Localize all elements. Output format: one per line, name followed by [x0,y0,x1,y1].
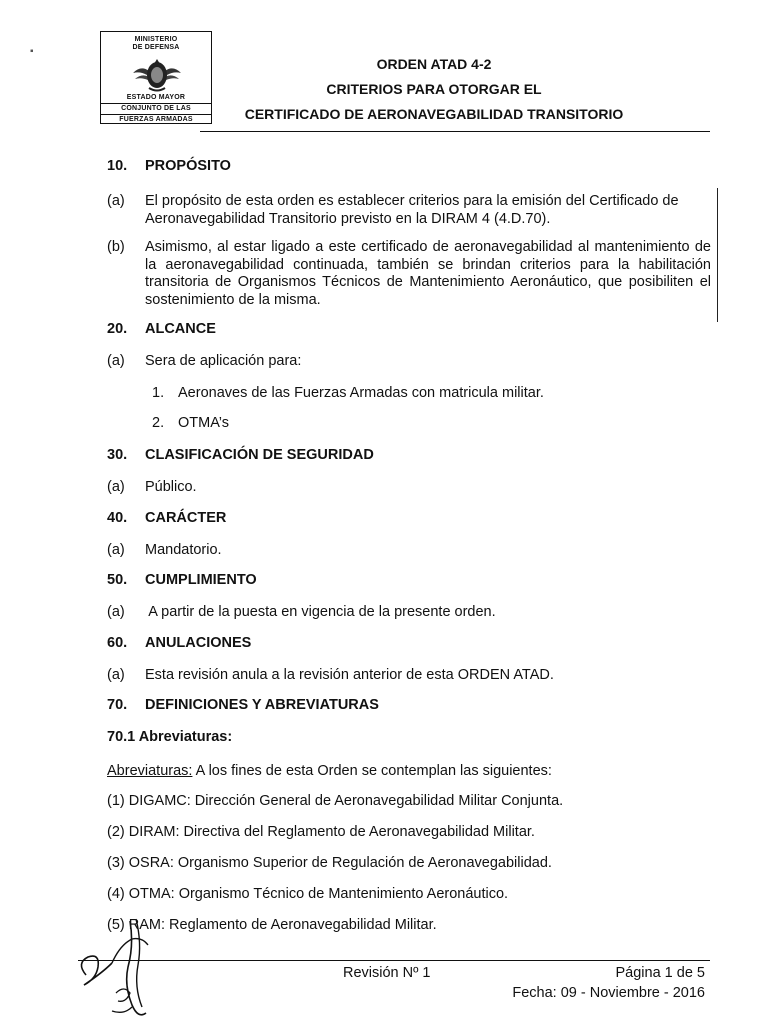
handwritten-signature [72,915,182,1020]
section-20-sub-1: 1. Aeronaves de las Fuerzas Armadas con matricula militar. [152,385,544,401]
document-title [200,52,668,127]
title-line-certificate: CERTIFICADO DE AERONAVEGABILIDAD TRANSITORIO [244,106,624,122]
logo-bottom-text [101,94,211,124]
title-line-criteria: CRITERIOS PARA OTORGAR EL [326,81,542,97]
logo-line-estado-mayor: ESTADO MAYOR [126,94,186,101]
ministry-logo-box [100,31,212,124]
section-50-heading: 50. CUMPLIMIENTO [107,572,257,588]
abbreviation-item: (1) DIGAMC: Dirección General de Aeronavegabilidad Militar Conjunta. [107,793,564,809]
footer-date: Fecha: 09 - Noviembre - 2016 [512,985,705,1001]
section-70-1-subheading: 70.1 Abreviaturas: [107,729,233,745]
abbreviation-item: (3) OSRA: Organismo Superior de Regulación de Aeronavegabilidad. [107,855,552,871]
section-20-sub-2: 2. OTMA’s [152,415,230,431]
section-70-heading: 70. DEFINICIONES Y ABREVIATURAS [107,697,379,713]
logo-line-defensa: DE DEFENSA [132,44,180,51]
logo-line-ministerio: MINISTERIO [134,36,178,43]
header-rule [200,131,710,132]
logo-top-text [101,36,211,52]
section-10-heading: 10. PROPÓSITO [107,158,231,174]
section-60-heading: 60. ANULACIONES [107,635,252,651]
section-30-heading: 30. CLASIFICACIÓN DE SEGURIDAD [107,447,374,463]
logo-line-conjunto: CONJUNTO DE LAS [101,103,211,113]
abbreviation-item: (4) OTMA: Organismo Técnico de Mantenimiento Aeronáutico. [107,886,509,902]
footer-revision: Revisión Nº 1 [343,965,431,981]
emblem-icon [131,55,183,95]
footer-page-number: Página 1 de 5 [615,965,705,981]
stray-mark: ▪ [30,46,34,57]
section-40-heading: 40. CARÁCTER [107,510,227,526]
section-20-heading: 20. ALCANCE [107,321,216,337]
logo-line-fuerzas: FUERZAS ARMADAS [101,114,211,124]
abbreviation-item: (2) DIRAM: Directiva del Reglamento de Aeronavegabilidad Militar. [107,824,535,840]
section-10-item-b-text: Asimismo, al estar ligado a este certificado de aeronavegabilidad al mantenimiento de la aeronavegabilidad continuada, también se brindan criterios para la habilitación transitoria de Organismos Técnicos de Mantenimiento Aeronáutico, que posibiliten el sostenimiento de la misma. [145,239,711,308]
section-10-item-a-text: El propósito de esta orden es establecer criterios para la emisión del Certificado de Aeronavegabilidad Transitorio previsto en la DIRAM 4 (4.D.70). [145,193,679,227]
abbreviation-item: (5) RAM: Reglamento de Aeronavegabilidad Militar. [107,917,437,933]
abbreviations-intro: Abreviaturas: A los fines de esta Orden se contemplan las siguientes: [107,763,552,779]
document-page: ▪ MINISTERIO DE DEFENSA ESTADO MAYOR CONJUNTO DE LAS FUERZAS ARMADAS ORDEN ATAD 4-2 CRITERIOS PARA OTORGAR EL CERTIFICADO DE AERONAVEGABILIDAD TRANSITORIO 10. PROPÓSITO (a) El propósito de esta orden es establecer criterios para la emisión del Certificado de Aeronavegabilidad Transitorio previsto en la DIRAM 4 (4.D.70). (b) Asimismo, al estar ligado a este certificado de aeronavegabilidad al mantenimiento de la aeronavegabilidad continuada, también se brindan criterios para la habilitación transitoria de Organismos Técnicos de Mantenimiento Aeronáutico, que posibiliten el sostenimiento de la misma. 20. ALCANCE (a) Sera de aplicación para: 1. Aeronaves de las Fuerzas Armadas con matricula militar. 2. OTMA’s 30. CLASIFICACIÓN DE SEGURIDAD (a) Público. 40. CARÁCTER (a) Mandatorio. 50. CUMPLIMIENTO (a) A partir de la puesta en vigencia de la presente orden. 60. ANULACIONES (a) Esta revisión anula a la revisión anterior de esta ORDEN ATAD. 70. DEFINICIONES Y ABREVIATURAS 70.1 Abreviaturas: Abreviaturas: A los fines de esta Orden se contemplan las siguientes: (1) DIGAMC: Dirección General de Aeronavegabilidad Militar Conjunta. (2) DIRAM: Directiva del Reglamento de Aeronavegabilidad Militar. (3) OSRA: Organismo Superior de Regulación de Aeronavegabilidad. (4) OTMA: Organismo Técnico de Mantenimiento Aeronáutico. (5) RAM: Reglamento de Aeronavegabilidad Militar. Revisión Nº 1 Página 1 de 5 Fecha: 09 - Noviembre - 2016 [0,0,768,1024]
title-line-order: ORDEN ATAD 4-2 [376,56,492,72]
